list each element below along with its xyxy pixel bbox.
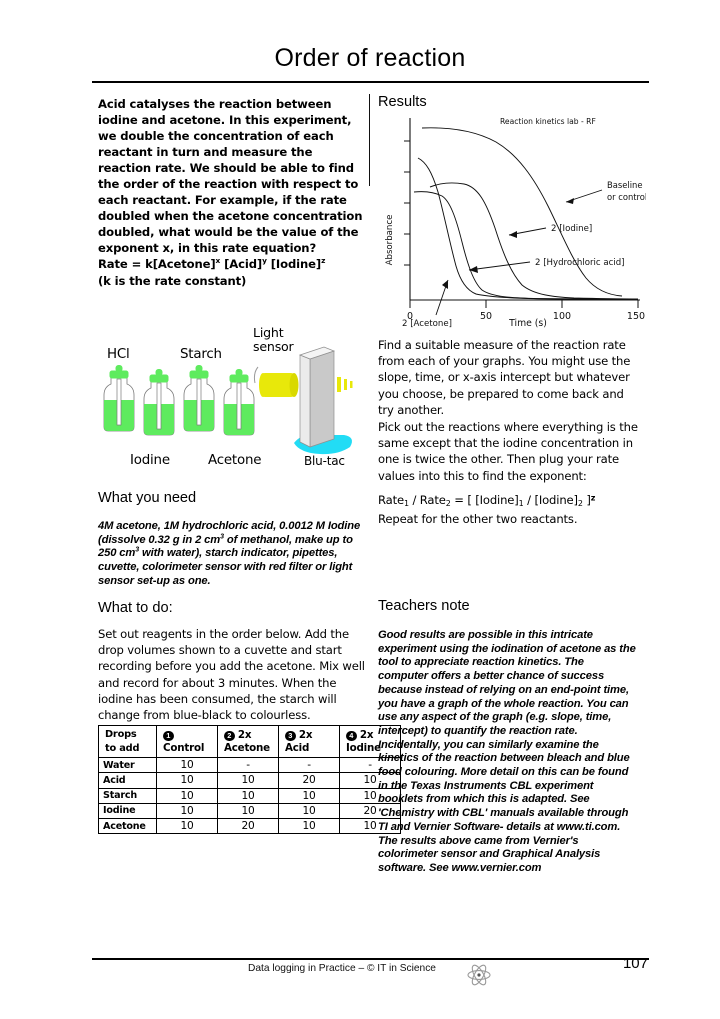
col0-line1: Drops (105, 729, 137, 740)
what-to-do-heading: What to do: (98, 600, 173, 616)
atom-icon-svg (466, 962, 492, 988)
cell-acid-control: 10 (157, 773, 218, 788)
rate-eq-mid1: [Acid] (220, 257, 263, 272)
results-chart (378, 110, 646, 328)
cell-acetone-iodine: 10 (340, 818, 401, 833)
label-light-sensor-line2: sensor (253, 339, 294, 354)
col2-line2: Acetone (224, 741, 270, 754)
cuvette-icon (300, 347, 334, 447)
ratio-p4: / [Iodine] (523, 492, 578, 507)
row-label-acid: Acid (99, 773, 157, 788)
cell-iodine-acid: 10 (279, 803, 340, 818)
table-row (99, 803, 401, 818)
repeat-note: Repeat for the other two reactants. (378, 512, 578, 527)
col1-badge: 1 (163, 731, 174, 742)
what-to-do-text: Set out reagents in the order below. Add the drop volumes shown to a cuvette and start recording before you add the acetone. Mix well and record for about 3 minutes. When the iodine has been consumed, the starch will change from blue-black to colourless. (98, 627, 365, 723)
curve-baseline (422, 128, 622, 296)
annotation-baseline-line1: Baseline (607, 180, 643, 190)
label-hcl: HCl (107, 347, 130, 362)
cell-starch-acetone: 10 (218, 788, 279, 803)
label-starch: Starch (180, 347, 222, 362)
table-row (99, 773, 401, 788)
light-sensor-icon (254, 367, 298, 397)
footer-rule (92, 958, 649, 960)
col3-line1: 2x (298, 729, 313, 741)
row-label-starch: Starch (99, 788, 157, 803)
y-axis-label: Absorbance (385, 214, 395, 266)
annotation-2-hcl: 2 [Hydrochloric acid] (535, 258, 625, 268)
atom-icon (466, 962, 492, 993)
table-header-row (99, 726, 401, 758)
intro-text: Acid catalyses the reaction between iodine and acetone. In this experiment, we double the concentration of each reactant in turn and measure the reaction rate. We should be able to find the order of the reaction with respect to each reactant. For example, if the rate doubled when the acetone concentration doubled, what would be the value of the exponent x, in this rate equation? (98, 97, 363, 256)
annotation-2-iodine: 2 [Iodine] (551, 224, 593, 234)
rate-eq-prefix: Rate = k[Acetone] (98, 257, 216, 272)
row-label-water: Water (99, 758, 157, 773)
x-tick-100: 100 (552, 311, 572, 322)
what-to-do-section (98, 600, 368, 723)
bottle-iodine (144, 369, 174, 435)
chart-svg (378, 110, 646, 328)
ratio-s3: 1 (518, 499, 524, 509)
table-body (99, 758, 401, 834)
cell-starch-iodine: 10 (340, 788, 401, 803)
chart-title: Reaction kinetics lab - RF (500, 117, 596, 126)
cell-acid-acid: 20 (279, 773, 340, 788)
curve-2-acetone (418, 158, 638, 299)
teachers-note-section (378, 598, 636, 876)
col0-line2: to add (105, 742, 140, 754)
wyn-part1: 4M acetone, 1M hydrochloric acid, 0.0012 M Iodine (dissolve 0.32 g in 2 cm (98, 520, 361, 546)
teachers-note-heading: Teachers note (378, 598, 470, 614)
table-header (99, 726, 401, 758)
x-tick-150: 150 (626, 311, 646, 322)
what-you-need-section (98, 490, 366, 589)
table-row (99, 758, 401, 773)
row-label-iodine: Iodine (99, 803, 157, 818)
left-column (98, 96, 363, 289)
col3-badge: 3 (285, 731, 296, 742)
cell-starch-acid: 10 (279, 788, 340, 803)
annotation-baseline-line2: or control (607, 192, 646, 202)
col1-line2: Control (163, 741, 205, 754)
right-column (378, 94, 646, 110)
x-tick-50: 50 (479, 311, 493, 322)
table-row (99, 818, 401, 833)
drops-table (98, 725, 401, 834)
cell-acetone-acetone: 20 (218, 818, 279, 833)
rate-eq-exp-y: y (262, 256, 267, 266)
page-number: 107 (622, 955, 648, 972)
ratio-s1: 1 (403, 499, 409, 509)
ratio-equation (378, 492, 640, 508)
ratio-s2: 2 (445, 499, 451, 509)
annotation-arrows (436, 190, 602, 315)
col2-line1: 2x (237, 729, 252, 741)
ratio-s4: 2 (577, 499, 583, 509)
wyn-part2: of methanol, make up to 250 cm (98, 533, 353, 560)
results-heading: Results (378, 94, 427, 110)
cell-acid-iodine: 10 (340, 773, 401, 788)
label-acetone: Acetone (208, 453, 262, 468)
label-iodine: Iodine (130, 453, 170, 468)
what-you-need-heading: What you need (98, 490, 197, 506)
y-ticks (404, 141, 410, 265)
cell-iodine-iodine: 20 (340, 803, 401, 818)
cell-acetone-acid: 10 (279, 818, 340, 833)
label-blu-tac: Blu-tac (304, 454, 345, 468)
wyn-sup2: 3 (135, 546, 140, 554)
page-title: Order of reaction (274, 44, 466, 72)
wyn-part3: with water), starch indicator, pipettes, cuvette, colorimeter sensor with red filter or light sensor set-up as one. (98, 547, 353, 587)
col-head-drops (99, 726, 157, 758)
apparatus-diagram (98, 325, 366, 487)
cell-water-acid: - (279, 758, 340, 773)
cell-iodine-control: 10 (157, 803, 218, 818)
ratio-p1: Rate (378, 492, 404, 507)
label-light-sensor-line1: Light (253, 325, 284, 340)
rate-constant-note: (k is the rate constant) (98, 273, 247, 288)
ratio-p3: = [ [Iodine] (450, 492, 519, 507)
header-rule (92, 81, 649, 83)
cell-water-acetone: - (218, 758, 279, 773)
col4-line1: 2x (359, 729, 374, 741)
bottle-hcl (104, 365, 134, 431)
x-axis-label: Time (s) (509, 318, 547, 328)
row-label-acetone: Acetone (99, 818, 157, 833)
x-tick-0: 0 (406, 311, 414, 322)
col-head-2x-acid (279, 726, 340, 758)
ratio-p2: / Rate (408, 492, 446, 507)
analysis-paragraph-1: Find a suitable measure of the reaction rate from each of your graphs. You might use the slope, time, or x-axis intercept but whatever you choose, be prepared to come back and try another. (378, 338, 631, 417)
column-divider (369, 94, 370, 186)
rate-equation (98, 256, 363, 272)
col3-line2: Acid (285, 741, 310, 754)
col-head-control (157, 726, 218, 758)
analysis-paragraph-2: Pick out the reactions where everything is the same except that the iodine concentration in one is twice the other. Then plug your rate values into this to find the exponent: (378, 420, 638, 483)
intro-paragraph (98, 96, 363, 256)
ratio-exp-z: z (590, 493, 596, 503)
cell-acetone-control: 10 (157, 818, 218, 833)
cell-water-iodine: - (340, 758, 401, 773)
x-ticks (410, 300, 638, 308)
col-head-2x-acetone (218, 726, 279, 758)
rate-eq-exp-z: z (321, 256, 326, 266)
rate-eq-exp-x: x (215, 256, 221, 266)
what-you-need-text (98, 520, 366, 589)
col2-badge: 2 (224, 731, 235, 742)
cell-acid-acetone: 10 (218, 773, 279, 788)
wyn-sup1: 3 (220, 532, 224, 540)
cell-water-control: 10 (157, 758, 218, 773)
bottle-acetone (224, 369, 254, 435)
cell-starch-control: 10 (157, 788, 218, 803)
annotation-2-acetone: 2 [Acetone] (402, 319, 453, 328)
bottle-starch (184, 365, 214, 431)
cell-iodine-acetone: 10 (218, 803, 279, 818)
ratio-p5: ] (582, 492, 591, 507)
table-row (99, 788, 401, 803)
footer-text: Data logging in Practice – © IT in Science (248, 963, 436, 974)
col4-line2: Iodine (346, 741, 381, 754)
teachers-note-text: Good results are possible in this intricate experiment using the iodination of acetone as the tool to appreciate reaction kinetics. The computer offers a better chance of success because instead of relying on an end-point time, you have a graph of the whole reaction. You can use any aspect of the graph (e.g. slope, time, intercept) to quantify the reaction rate. Incidentally, you can similarly examine the kinetics of the reaction between bleach and blue food colouring. More detail on this can be found in the Texas Instruments CBL experiment booklets from which this is adapted. See 'Chemistry with CBL' manuals available through TI and Vernier Software- details at www.ti.com. The results above came from Vernier's colorimeter sensor and Graphical Analysis software. See www.vernier.com (378, 629, 636, 874)
rate-eq-mid2: [Iodine] (266, 257, 322, 272)
col4-badge: 4 (346, 731, 357, 742)
analysis-section (378, 337, 640, 527)
